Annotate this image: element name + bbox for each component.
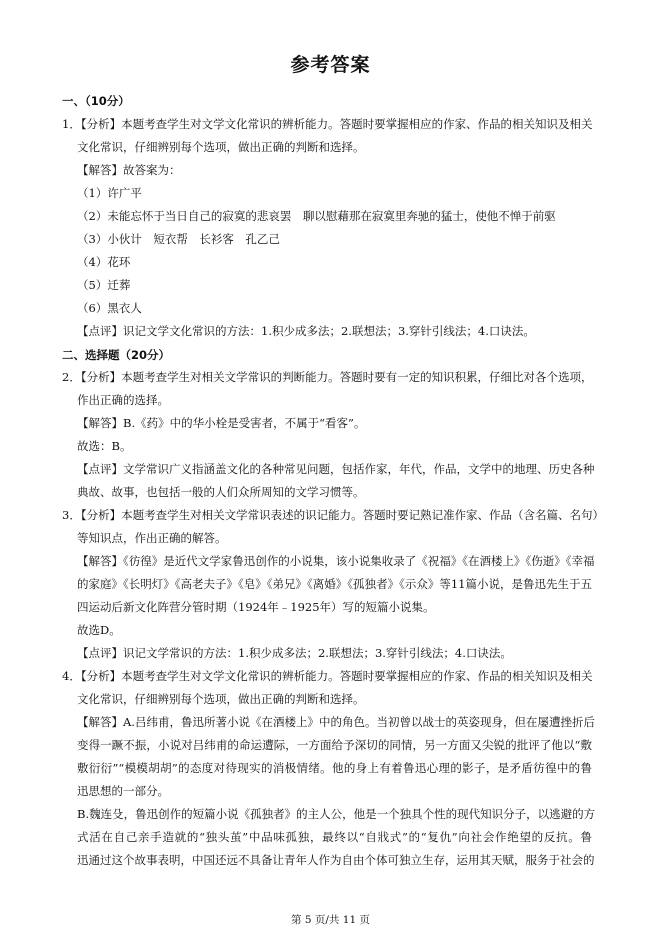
q4-answer-cont: 敷衍衍”“模模胡胡”的态度对待现实的消极情绪。他的身上有着鲁迅心理的影子，是矛盾彷徨中的鲁 [77,761,592,775]
q2-analysis-cont: 作出正确的选择。 [77,393,169,407]
q4-option-b: B.魏连殳，鲁迅创作的短篇小说《孤独者》的主人公，他是一个独具个性的现代知识分子，以逃避的方 [77,807,596,821]
q1-comment: 【点评】识记文学文化常识的方法：1.积少成多法；2.联想法；3.穿针引线法；4.口诀法。 [77,324,535,338]
q3-analysis: 3．【分析】本题考查学生对相关文学常识表述的识记能力。答题时要记熟记准作家、作品（含名篇、名句） [62,508,605,522]
q2-comment-cont: 典故、故事，也包括一般的人们众所周知的文学习惯等。 [77,485,365,499]
q2-comment: 【点评】文学常识广义指涵盖文化的各种常见问题，包括作家，年代，作品，文学中的地理、历史各种 [77,462,595,476]
q4-analysis-cont: 文化常识，仔细辨别每个选项，做出正确的判断和选择。 [77,692,365,706]
q1-answer-item: （3）小伙计 短衣帮 长衫客 孔乙己 [77,232,280,246]
q3-comment: 【点评】识记文学常识的方法：1.积少成多法；2.联想法；3.穿针引线法；4.口诀法。 [77,646,512,660]
q3-answer: 【解答】《彷徨》是近代文学家鲁迅创作的小说集，该小说集收录了《祝福》《在酒楼上》《伤逝》《幸福 [77,554,595,568]
q4-answer-cont: 变得一蹶不振，小说对吕纬甫的命运遭际，一方面给予深切的同情，另一方面又尖锐的批评了他以“敷 [77,738,592,752]
q1-answer-item: （4）花环 [77,255,131,269]
q1-answer-item: （5）迁葬 [77,278,131,292]
q4-answer-cont: 迅思想的一部分。 [77,784,169,798]
section-heading-2: 二、选择题（20分） [62,348,171,362]
q1-answer-item: （1）许广平 [77,186,142,200]
q2-analysis: 2．【分析】本题考查学生对相关文学常识的判断能力。答题时要有一定的知识积累，仔细比对各个选项， [62,370,593,384]
q1-analysis: 1．【分析】本题考查学生对文学文化常识的辨析能力。答题时要掌握相应的作家、作品的相关知识及相关 [62,117,593,131]
q4-answer: 【解答】A.吕纬甫，鲁迅所著小说《在酒楼上》中的角色。当初曾以战士的英姿现身，但在屡遭挫折后 [77,715,595,729]
q1-answer-label: 【解答】故答案为： [77,163,181,177]
q2-answer: 【解答】B.《药》中的华小栓是受害者，不属于“看客”。 [77,416,366,430]
q4-option-b-cont: 迅通过这个故事表明，中国还远不具备让青年人作为自由个体可独立生存，运用其天赋，服务于社会的 [77,853,595,867]
q3-answer-cont: 的家庭》《长明灯》《高老夫子》《皂》《弟兄》《离婚》《孤独者》《示众》等11篇小说，是鲁迅先生于五 [77,577,592,591]
q3-choice: 故选D。 [77,623,121,637]
q1-answer-item: （2）未能忘怀于当日自己的寂寞的悲哀罢 聊以慰藉那在寂寞里奔驰的猛士，使他不惮于前驱 [77,209,556,223]
section-heading-1: 一、（10分） [62,94,130,108]
page-title: 参考答案 [290,54,371,76]
q4-option-b-cont: 式活在自己亲手造就的“独头茧”中品味孤独，最终以“自戕式”的“复仇”向社会作绝望的反抗。鲁 [77,830,592,844]
q1-analysis-cont: 文化常识，仔细辨别每个选项，做出正确的判断和选择。 [77,140,365,154]
q3-answer-cont: 四运动后新文化阵营分管时期（1924年﹣1925年）写的短篇小说集。 [77,600,435,614]
q4-analysis: 4．【分析】本题考查学生对文学文化常识的辨析能力。答题时要掌握相应的作家、作品的相关知识及相关 [62,669,593,683]
q2-choice: 故选：B。 [77,439,132,453]
page-footer: 第 5 页/共 11 页 [291,914,370,926]
q1-answer-item: （6）黑衣人 [77,301,142,315]
q3-analysis-cont: 等知识点，作出正确的解答。 [77,531,227,545]
